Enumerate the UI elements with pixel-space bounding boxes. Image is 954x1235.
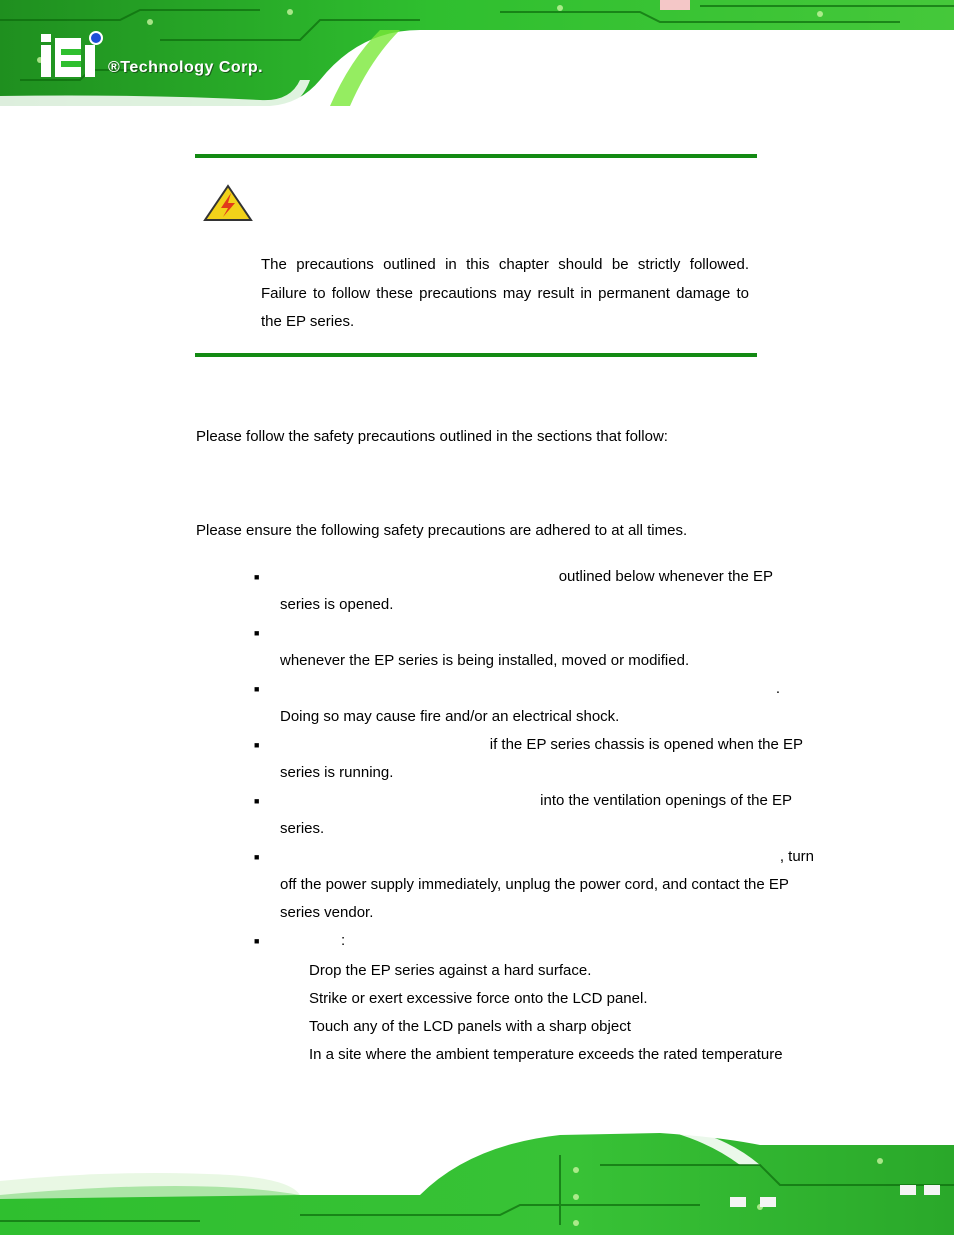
sub-list-item: Strike or exert excessive force onto the LCD panel. [309,990,648,1007]
sub-list-item: Touch any of the LCD panels with a sharp object [309,1018,631,1035]
bullet-square-icon: ■ [254,572,260,582]
sub-list-item: In a site where the ambient temperature exceeds the rated temperature [309,1046,783,1063]
bullet-square-icon: ■ [254,852,260,862]
logo-mark [38,30,108,80]
header-circuit-graphic [0,0,954,112]
page-footer [0,1125,954,1235]
company-name: ®Technology Corp. [108,59,264,76]
intro-paragraph: Please follow the safety precautions outlined in the sections that follow: [196,428,668,445]
warning-triangle-icon [203,184,253,227]
footer-circuit-graphic [0,1125,954,1235]
sub-list-item: Drop the EP series against a hard surface. [309,962,592,979]
bullet-square-icon: ■ [254,936,260,946]
bullet-square-icon: ■ [254,684,260,694]
warning-bottom-rule [195,353,757,357]
bullet-square-icon: ■ [254,796,260,806]
warning-text: The precautions outlined in this chapter should be strictly followed. Failure to follow these precautions may result in permanent damage to the EP series. [261,256,749,330]
bullet-square-icon: ■ [254,740,260,750]
page-header [0,0,954,112]
warning-top-rule [195,154,757,158]
bullet-square-icon: ■ [254,628,260,638]
ensure-paragraph: Please ensure the following safety precautions are adhered to at all times. [196,522,688,539]
